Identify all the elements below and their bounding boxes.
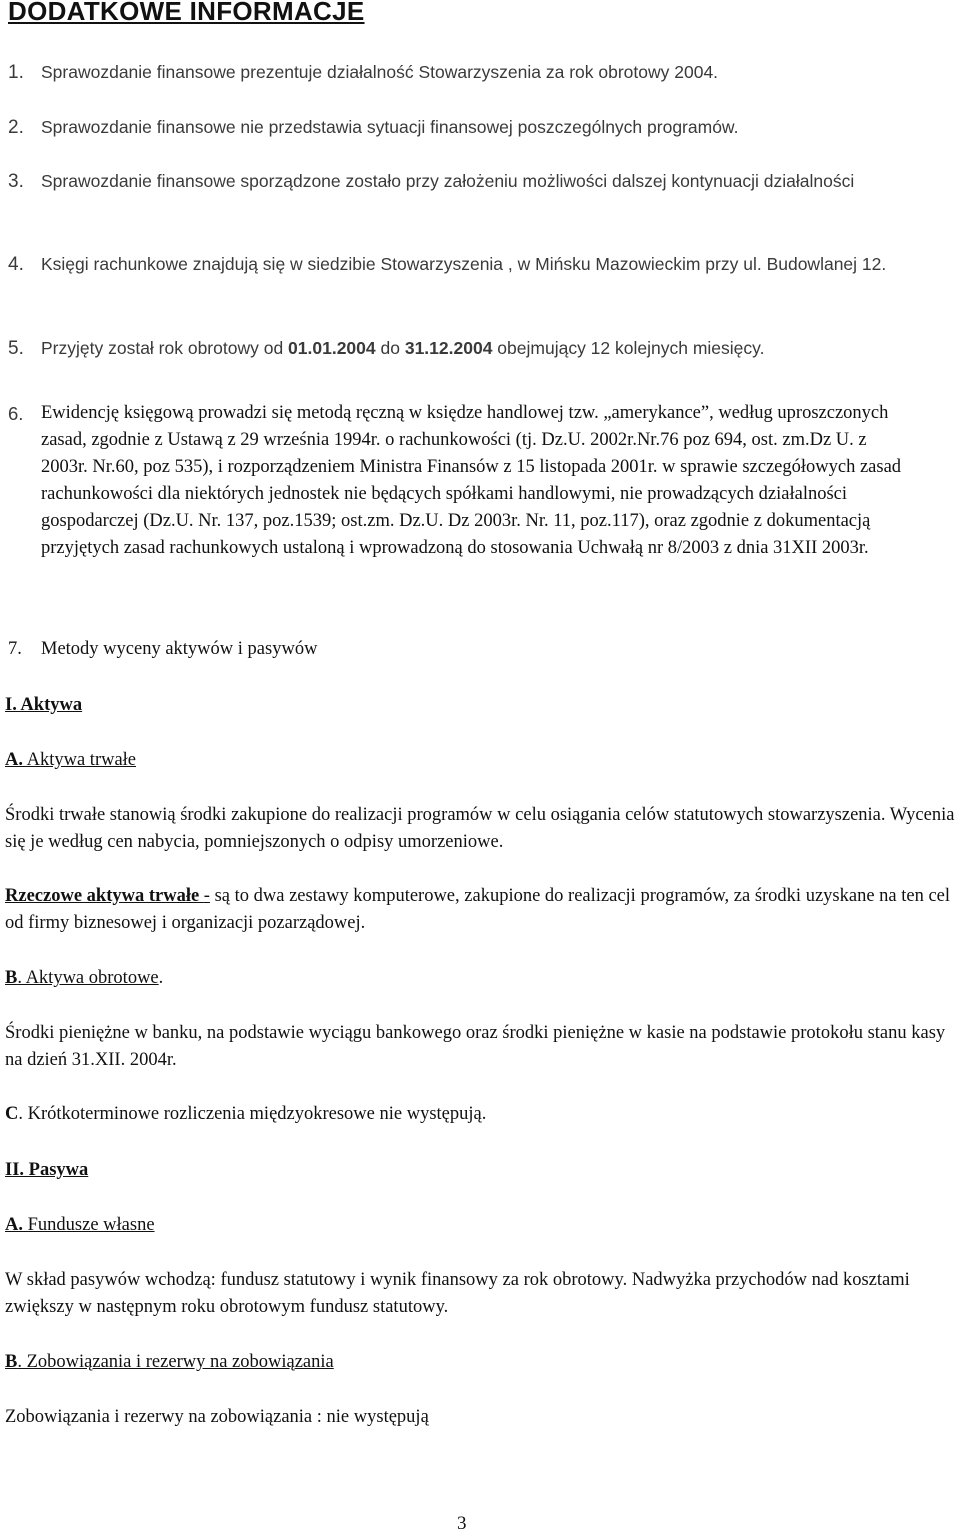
list-number: 2.	[8, 117, 24, 138]
paragraph-text: są to dwa zestawy komputerowe, zakupione do realizacji programów, za środki uzyskane na ten cel od firmy biznesowej i organizacji pozarządowej.	[5, 886, 951, 933]
paragraph-rzeczowe-aktywa	[5, 883, 955, 937]
list-number: 6.	[8, 403, 24, 424]
section-heading-aktywa: I. Aktywa	[5, 695, 83, 715]
text-run: obejmujący 12 kolejnych miesięcy.	[492, 338, 765, 358]
term-dash: -	[203, 886, 210, 906]
list-text: Metody wyceny aktywów i pasywów	[41, 639, 318, 659]
text-run: do	[375, 338, 405, 358]
subheading-letter: A.	[5, 1215, 23, 1235]
paragraph-krotkoterminowe	[5, 1101, 955, 1128]
subheading-letter: C	[5, 1104, 19, 1124]
list-text	[41, 335, 921, 362]
subheading-title: . Zobowiązania i rezerwy na zobowiązania	[17, 1352, 334, 1372]
paragraph-srodki-pieniezne: Środki pieniężne w banku, na podstawie wyciągu bankowego oraz środki pieniężne w kasie na podstawie protokołu stanu kasy na dzień 31.XII. 2004r.	[5, 1023, 946, 1070]
subheading-title: Fundusze własne	[23, 1215, 155, 1235]
subheading-fundusze-wlasne	[5, 1212, 955, 1239]
list-text: Ewidencję księgową prowadzi się metodą ręczną w księdze handlowej tzw. „amerykance”, według uproszczonych zasad, zgodnie z Ustawą z 29 września 1994r. o rachunkowości (tj. Dz.U. 2002r.Nr.76 poz 694, ost. zm.Dz U. z 2003r. Nr.60, poz 535), i rozporządzeniem Ministra Finansów z 15 listopada 2001r. w sprawie szczegółowych zasad rachunkowości dla niektórych jednostek nie będących spółkami handlowymi, nie prowadzących działalności gospodarczej (Dz.U. Nr. 137, poz.1539; ost.zm. Dz.U. Dz 2003r. Nr. 11, poz.117), oraz zgodnie z dokumentacją przyjętych zasad rachunkowych ustaloną i wprowadzoną do stosowania Uchwałą nr 8/2003 z dnia 31XII 2003r.	[41, 403, 902, 558]
list-number: 7.	[8, 639, 22, 659]
list-text: Sprawozdanie finansowe nie przedstawia sytuacji finansowej poszczególnych programów.	[41, 117, 739, 137]
page-number: 3	[457, 1513, 467, 1534]
subheading-aktywa-obrotowe	[5, 965, 955, 992]
paragraph-zobowiazania: Zobowiązania i rezerwy na zobowiązania : nie występują	[5, 1407, 429, 1427]
section-heading-pasywa: II. Pasywa	[5, 1160, 89, 1180]
subheading-letter: B	[5, 1352, 18, 1372]
paragraph-fundusze: W skład pasywów wchodzą: fundusz statutowy i wynik finansowy za rok obrotowy. Nadwyżka przychodów nad kosztami zwiększy w następnym roku obrotowym fundusz statutowy.	[5, 1270, 910, 1317]
subheading-letter: B	[5, 968, 18, 988]
subheading-dot: .	[158, 968, 164, 988]
list-number: 4.	[8, 254, 24, 275]
list-number: 5.	[8, 338, 24, 359]
text-run: Przyjęty został rok obrotowy od	[41, 338, 289, 358]
page-heading: DODATKOWE INFORMACJE	[8, 0, 365, 26]
subheading-title: Aktywa trwałe	[23, 750, 137, 770]
subheading-letter: A.	[5, 750, 23, 770]
term-rzeczowe-aktywa: Rzeczowe aktywa trwałe	[5, 886, 204, 906]
list-number: 3.	[8, 171, 24, 192]
subheading-aktywa-trwale	[5, 747, 955, 774]
subheading-zobowiazania	[5, 1349, 955, 1376]
list-text: Sprawozdanie finansowe prezentuje działalność Stowarzyszenia za rok obrotowy 2004.	[41, 62, 719, 82]
list-text: Księgi rachunkowe znajdują się w siedzibie Stowarzyszenia , w Mińsku Mazowieckim przy ul. Budowlanej 12.	[41, 254, 887, 274]
date-to: 31.12.2004	[404, 338, 493, 358]
subheading-title: . Aktywa obrotowe	[17, 968, 159, 988]
date-from: 01.01.2004	[288, 338, 376, 358]
paragraph-text: . Krótkoterminowe rozliczenia międzyokresowe nie występują.	[18, 1104, 487, 1124]
list-text: Sprawozdanie finansowe sporządzone zostało przy założeniu możliwości dalszej kontynuacji działalności	[41, 171, 855, 191]
paragraph-srodki-trwale: Środki trwałe stanowią środki zakupione do realizacji programów w celu osiągania celów statutowych stowarzyszenia. Wycenia się je według cen nabycia, pomniejszonych o odpisy umorzeniowe.	[5, 805, 955, 852]
list-number: 1.	[8, 62, 24, 83]
